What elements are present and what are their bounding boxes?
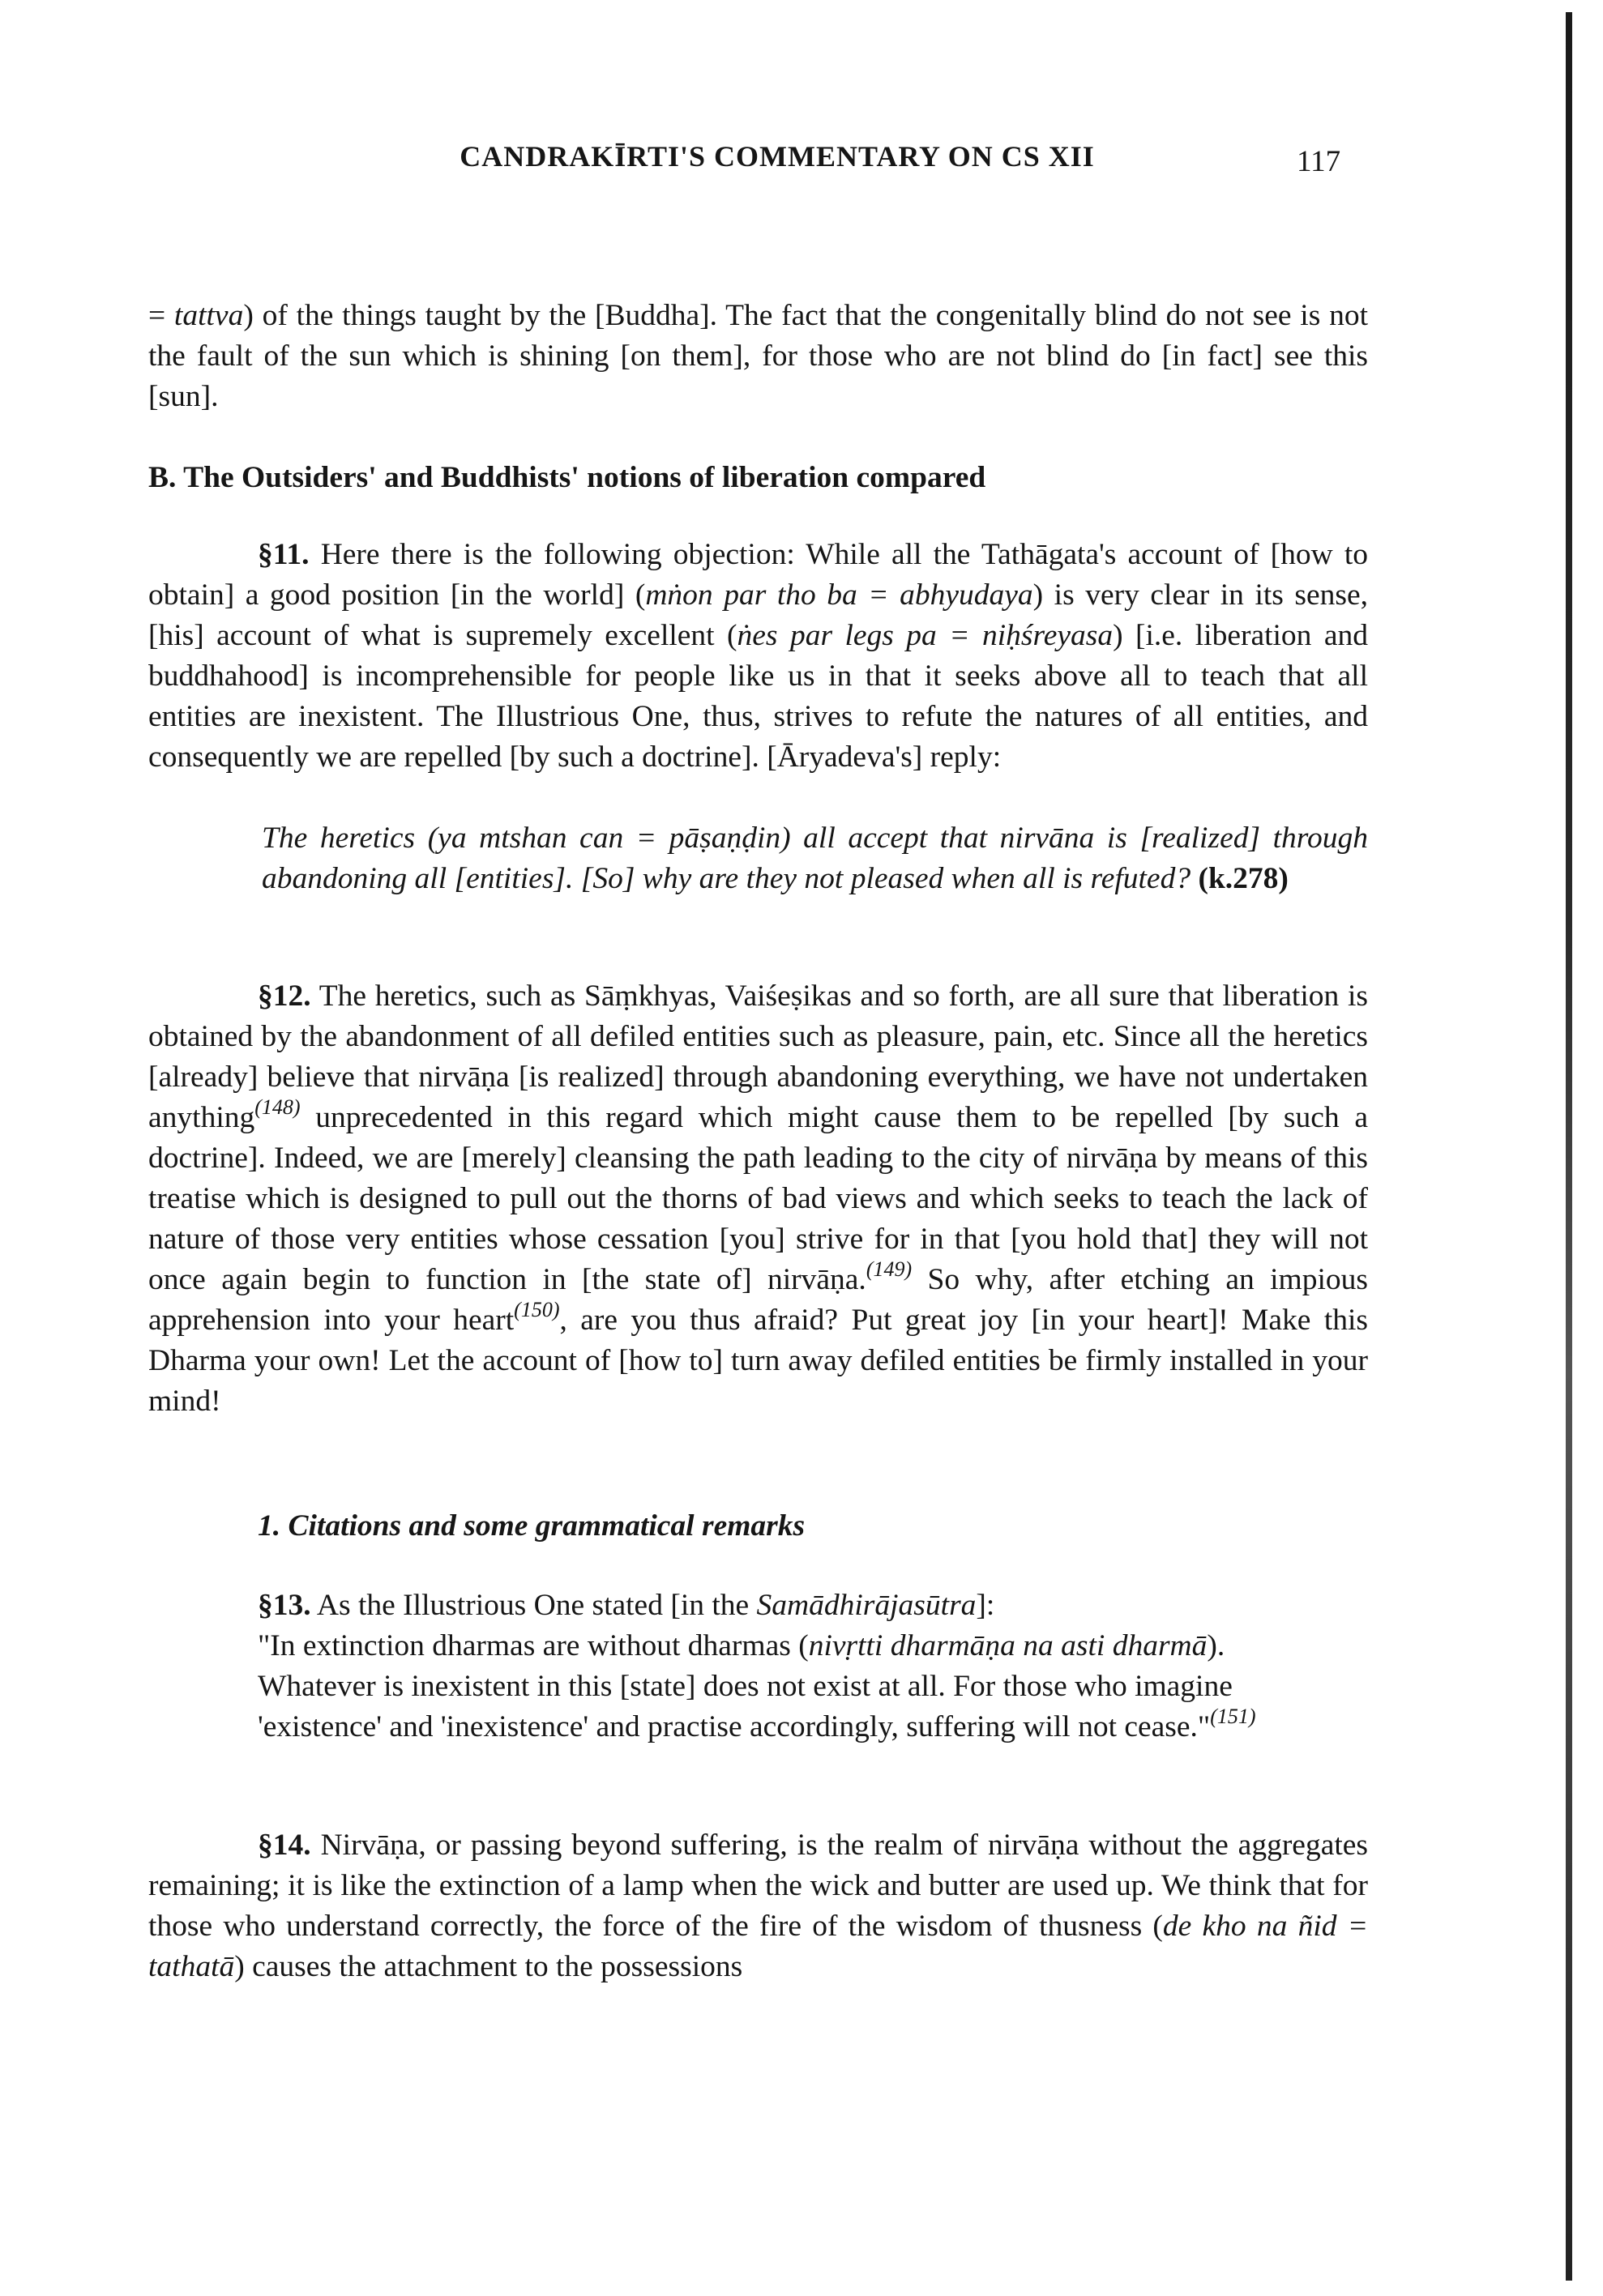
paragraph-s14: §14. Nirvāṇa, or passing beyond suffering, is the realm of nirvāṇa without the aggregates remaining; it is like the extinction of a lamp when the wick and butter are used up. We think that for those who understand correctly, the force of the fire of the wisdom of thusness (de kho na ñid = tathatā) causes the attachment to the possessions bbox=[148, 1829, 1368, 1983]
section-number: §11. bbox=[258, 538, 310, 571]
paragraph-s13: §13. As the Illustrious One stated [in the Samādhirājasūtra]: bbox=[258, 1589, 995, 1622]
sutra-quotation: "In extinction dharmas are without dharmas (nivṛtti dharmāṇa na asti dharmā). Whatever is inexistent in this [state] does not exist at all. For those who imagine 'existence' and 'inexistence' and practise accordingly, suffering will not cease."$^{(151)}$ bbox=[258, 1629, 1256, 1743]
footnote-ref-150: (150) bbox=[514, 1298, 560, 1321]
section-number: §14. bbox=[258, 1829, 311, 1862]
footnote-ref-151: (151) bbox=[1210, 1705, 1256, 1728]
subsection-heading-1: 1. Citations and some grammatical remarks bbox=[258, 1509, 806, 1543]
karika-verse: The heretics (ya mtshan can = pāṣaṇḍin) all accept that nirvāna is [realized] through abandoning all [entities]. [So] why are they not pleased when all is refuted? (k.278) bbox=[262, 822, 1368, 895]
page-number: 117 bbox=[1297, 145, 1341, 178]
paragraph-s11: §11. Here there is the following objection: While all the Tathāgata's account of [how to obtain] a good position [in the world] (mṅon par tho ba = abhyudaya) is very clear in its sense, [his] account of what is supremely excellent (ṅes par legs pa = niḥśreyasa) [i.e. liberation and buddhahood] is incomprehensible for people like us in that it seeks above all to teach that all entities are inexistent. The Illustrious One, thus, strives to refute the natures of all entities, and consequently we are repelled [by such a doctrine]. [Āryadeva's] reply: bbox=[148, 538, 1369, 774]
paragraph-continuation: = tattva) of the things taught by the [Buddha]. The fact that the congenitally blind do not see is not the fault of the sun which is shining [on them], for those who are not blind do [in fact] see this [sun]. bbox=[148, 299, 1368, 413]
section-heading-b: B. The Outsiders' and Buddhists' notions of liberation compared bbox=[148, 461, 986, 494]
footnote-ref-149: (149) bbox=[866, 1257, 913, 1281]
section-number: §13. bbox=[258, 1589, 311, 1622]
section-number: §12. bbox=[258, 979, 311, 1013]
paragraph-s12: §12. The heretics, such as Sāṃkhyas, Vaiśeṣikas and so forth, are all sure that liberation is obtained by the abandonment of all defiled entities such as pleasure, pain, etc. Since all the heretics [already] believe that nirvāṇa [is realized] through abandoning everything, we have not undertaken anything$^{(148)}$ unprecedented in this regard which might cause them to be repelled [by such a doctrine]. Indeed, we are [merely] cleansing the path leading to the city of nirvāṇa by means of this treatise which is designed to pull out the thorns of bad views and which seeks to teach the lack of nature of those very entities whose cessation [you] strive for in that [you hold that] they will not once again begin to function in [the state of] nirvāṇa.$^{(149)}$ So why, after etching an impious apprehension into your heart$^{(150)}$, are you thus afraid? Put great joy [in your heart]! Make this Dharma your own! Let the account of [how to] turn away defiled entities be firmly installed in your mind! bbox=[148, 979, 1369, 1418]
verse-reference: (k.278) bbox=[1198, 862, 1289, 895]
running-header: CANDRAKĪRTI'S COMMENTARY ON CS XII bbox=[460, 140, 1095, 173]
page-binding-edge bbox=[1566, 12, 1572, 2281]
footnote-ref-148: (148) bbox=[254, 1095, 301, 1119]
